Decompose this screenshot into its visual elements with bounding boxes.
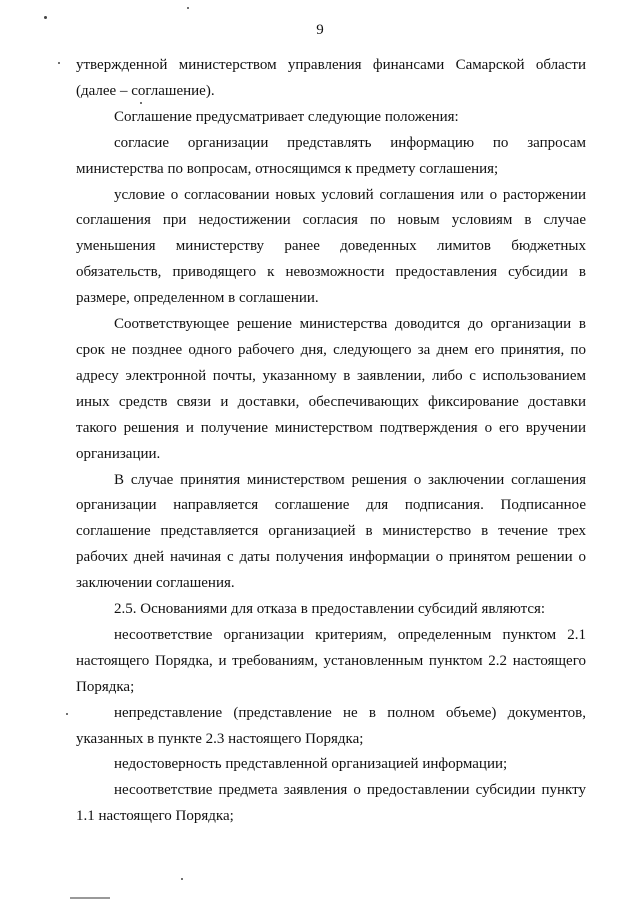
scan-speck (140, 102, 142, 104)
paragraph-false-information: недостоверность представленной организацией информации; (114, 756, 508, 773)
scan-speck (181, 878, 183, 880)
paragraph-missing-documents: непредставление (представление не в полном объеме) документов, указанных в пункте 2.3 настоящего Порядка; (76, 704, 586, 747)
scan-smudge (70, 897, 110, 899)
page-number: 9 (316, 22, 324, 38)
scan-speck (44, 16, 47, 19)
scan-speck (187, 7, 189, 9)
document-body (76, 53, 586, 830)
paragraph-agreement-signing: В случае принятия министерством решения о заключении соглашения организации направляется соглашение для подписания. Подписанное соглашение представляется организацией в министерство в течение трех рабочих дней начиная с даты получения информации о принятом решении о заключении соглашения. (76, 471, 586, 592)
paragraph-subject-mismatch: несоответствие предмета заявления о предоставлении субсидии пункту 1.1 настоящего Порядка; (76, 782, 586, 825)
paragraph-criteria-mismatch: несоответствие организации критериям, определенным пунктом 2.1 настоящего Порядка, и требованиям, установленным пунктом 2.2 настоящего Порядка; (76, 626, 586, 695)
paragraph-decision-notice: Соответствующее решение министерства доводится до организации в срок не позднее одного рабочего дня, следующего за днем его принятия, по адресу электронной почты, указанному в заявлении, либо с использованием иных средств связи и доставки, обеспечивающих фиксирование доставки такого решения и получение министерством подтверждения о его вручении организации. (76, 316, 586, 462)
scan-speck (58, 62, 60, 64)
paragraph-refusal-grounds: 2.5. Основаниями для отказа в предоставлении субсидий являются: (114, 601, 546, 618)
paragraph-agreement-provisions: Соглашение предусматривает следующие положения: (114, 108, 459, 125)
paragraph-consent: согласие организации представлять информацию по запросам министерства по вопросам, относящимся к предмету соглашения; (76, 134, 586, 177)
paragraph-continuation: утвержденной министерством управления финансами Самарской области (далее – соглашение). (76, 57, 586, 99)
paragraph-condition: условие о согласовании новых условий соглашения или о расторжении соглашения при недостижении согласия по новым условиям в случае уменьшения министерству ранее доведенных лимитов бюджетных обязательств, приводящего к невозможности предоставления субсидии в размере, определенном в соглашении. (76, 186, 586, 307)
scan-speck (66, 713, 68, 715)
